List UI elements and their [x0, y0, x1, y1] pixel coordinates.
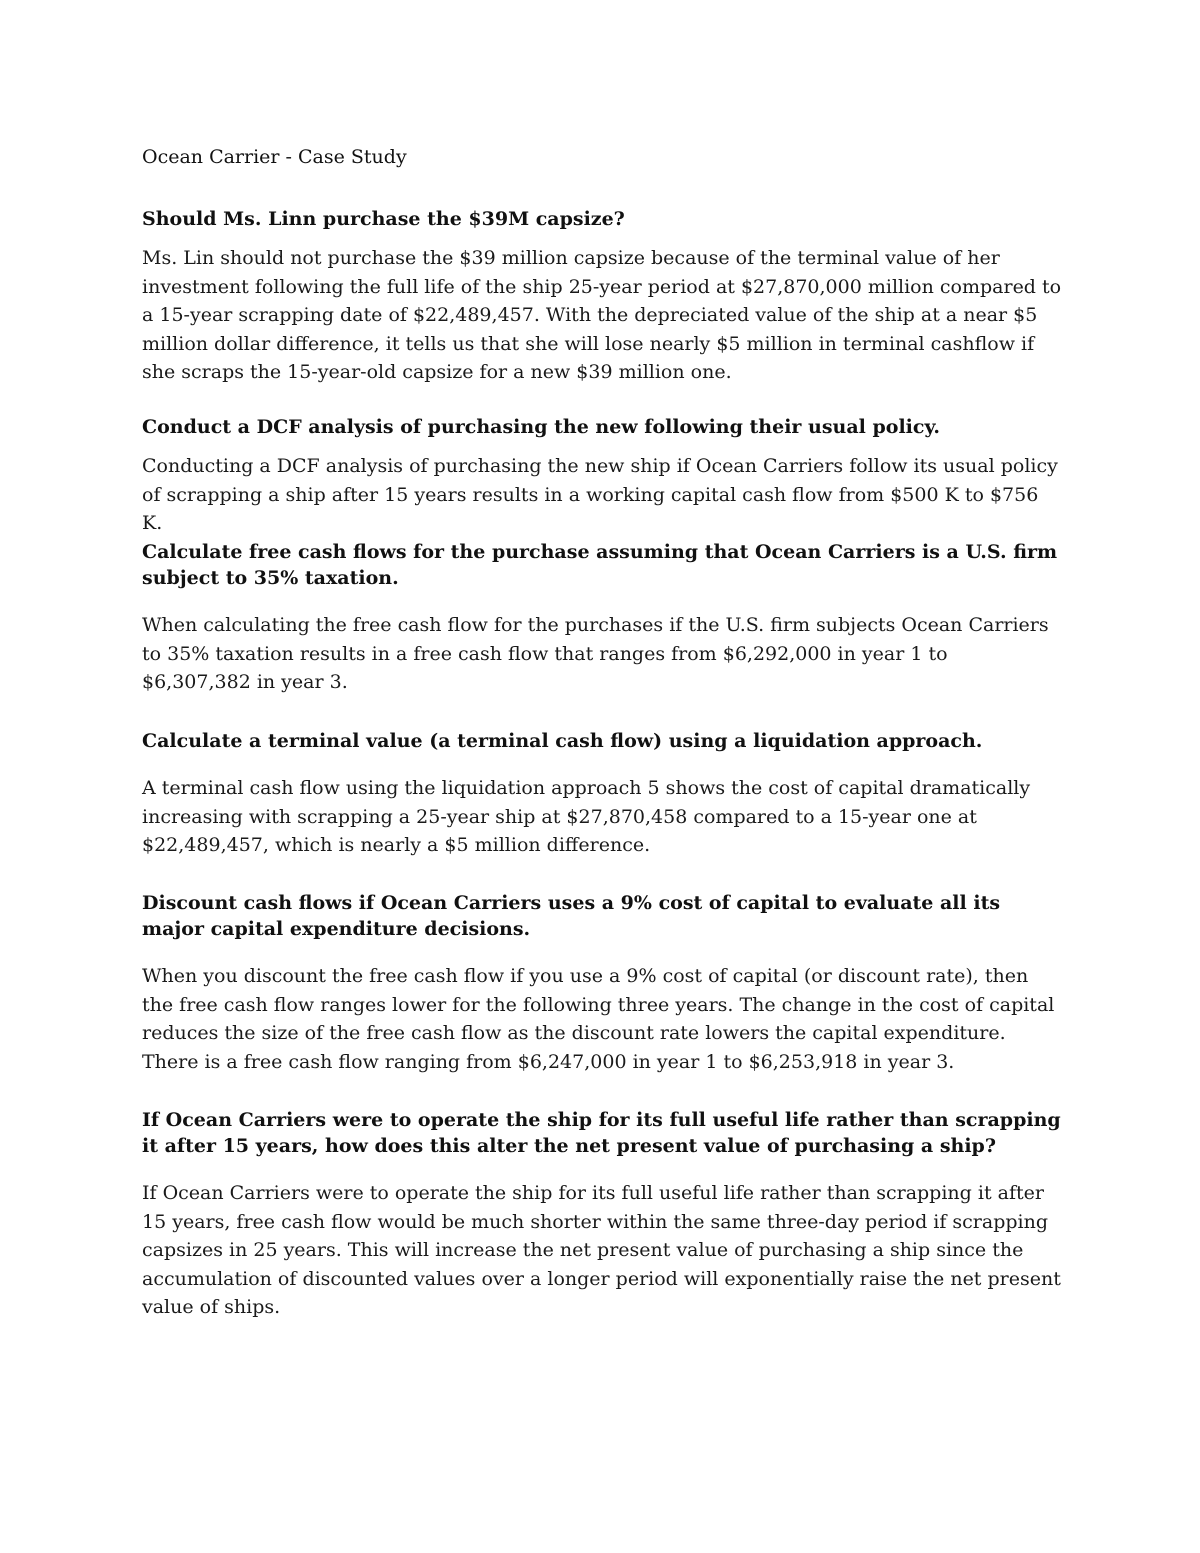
section-free-cash-flows — [142, 539, 1062, 697]
section-body: Ms. Lin should not purchase the $39 million capsize because of the terminal value of her investment following the full life of the ship 25-year period at $27,870,000 million compared to a 15-year scrapping date of $22,489,457. With the depreciated value of the ship at a near $5 million dollar difference, it tells us that she will lose nearly $5 million in terminal cashflow if she scraps the 15-year-old capsize for a new $39 million one. — [142, 247, 1062, 383]
section-purchase-decision — [142, 206, 1062, 387]
section-heading: Discount cash flows if Ocean Carriers uses a 9% cost of capital to evaluate all its major capital expenditure decisions. — [142, 892, 1001, 940]
section-discount-cash-flows — [142, 890, 1062, 1076]
section-body: When calculating the free cash flow for the purchases if the U.S. firm subjects Ocean Carriers to 35% taxation results in a free cash flow that ranges from $6,292,000 in year 1 to $6,307,382 in year 3. — [142, 614, 1049, 693]
section-body: Conducting a DCF analysis of purchasing the new ship if Ocean Carriers follow its usual policy of scrapping a ship after 15 years results in a working capital cash flow from $500 K to $756 K. — [142, 455, 1058, 534]
section-heading: Calculate free cash flows for the purchase assuming that Ocean Carriers is a U.S. firm subject to 35% taxation. — [142, 541, 1058, 589]
section-full-useful-life — [142, 1107, 1062, 1322]
section-terminal-value — [142, 728, 1062, 860]
document-title: Ocean Carrier - Case Study — [142, 146, 407, 168]
section-dcf-analysis — [142, 414, 1062, 538]
section-heading: Conduct a DCF analysis of purchasing the new following their usual policy. — [142, 416, 940, 438]
section-body: When you discount the free cash flow if you use a 9% cost of capital (or discount rate), then the free cash flow ranges lower for the following three years. The change in the cost of capital reduces the size of the free cash flow as the discount rate lowers the capital expenditure. There is a free cash flow ranging from $6,247,000 in year 1 to $6,253,918 in year 3. — [142, 965, 1055, 1073]
section-heading: Calculate a terminal value (a terminal cash flow) using a liquidation approach. — [142, 730, 983, 752]
section-body: A terminal cash flow using the liquidation approach 5 shows the cost of capital dramatically increasing with scrapping a 25-year ship at $27,870,458 compared to a 15-year one at $22,489,457, which is nearly a $5 million difference. — [142, 777, 1031, 856]
section-heading: Should Ms. Linn purchase the $39M capsize? — [142, 208, 625, 230]
section-heading: If Ocean Carriers were to operate the ship for its full useful life rather than scrapping it after 15 years, how does this alter the net present value of purchasing a ship? — [142, 1109, 1061, 1157]
section-body: If Ocean Carriers were to operate the ship for its full useful life rather than scrapping it after 15 years, free cash flow would be much shorter within the same three-day period if scrapping capsizes in 25 years. This will increase the net present value of purchasing a ship since the accumulation of discounted values over a longer period will exponentially raise the net present value of ships. — [142, 1182, 1061, 1318]
